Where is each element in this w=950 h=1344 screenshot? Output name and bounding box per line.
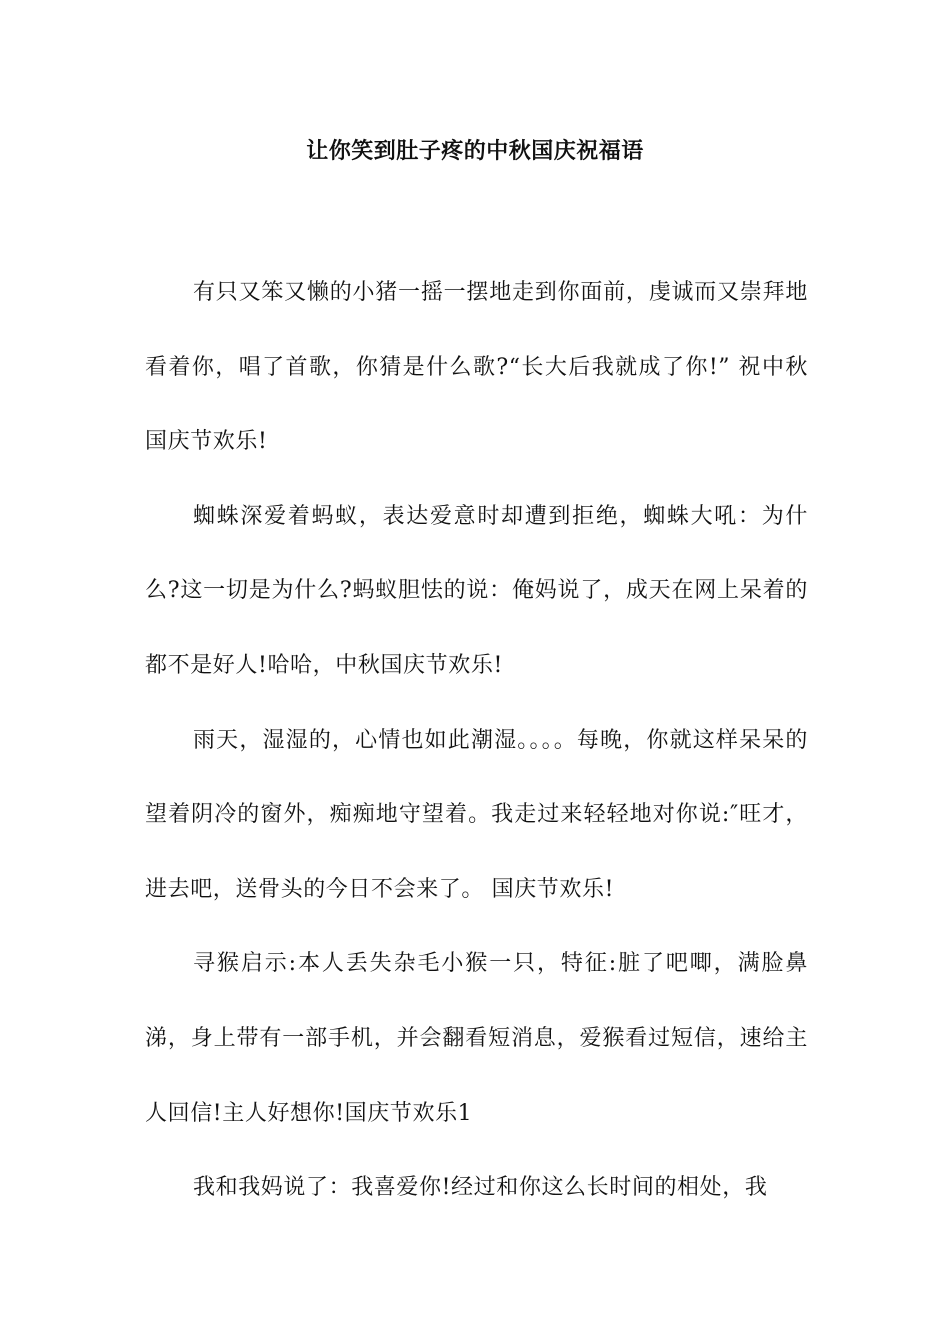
paragraph-2: 蜘蛛深爱着蚂蚁，表达爱意时却遭到拒绝，蜘蛛大吼：为什么?这一切是为什么?蚂蚁胆怯的说：俺妈说了，成天在网上呆着的都不是好人!哈哈，中秋国庆节欢乐! — [145, 503, 808, 678]
paragraph-1: 有只又笨又懒的小猪一摇一摆地走到你面前，虔诚而又崇拜地看着你，唱了首歌，你猜是什么歌?“长大后我就成了你!” 祝中秋国庆节欢乐! — [145, 280, 808, 455]
paragraph-5: 我和我妈说了：我喜爱你!经过和你这么长时间的相处，我 — [193, 1175, 768, 1201]
document-body — [145, 256, 808, 1226]
paragraph-4: 寻猴启示:本人丢失杂毛小猴一只，特征:脏了吧唧，满脸鼻涕，身上带有一部手机，并会翻看短消息，爱猴看过短信，速给主人回信!主人好想你!国庆节欢乐1 — [145, 951, 808, 1126]
paragraph-3: 雨天，湿湿的，心情也如此潮湿。。。。每晚，你就这样呆呆的望着阴冷的窗外，痴痴地守望着。我走过来轻轻地对你说:″旺才，进去吧，送骨头的今日不会来了。 国庆节欢乐! — [145, 727, 808, 902]
document-title: 让你笑到肚子疼的中秋国庆祝福语 — [306, 139, 644, 164]
